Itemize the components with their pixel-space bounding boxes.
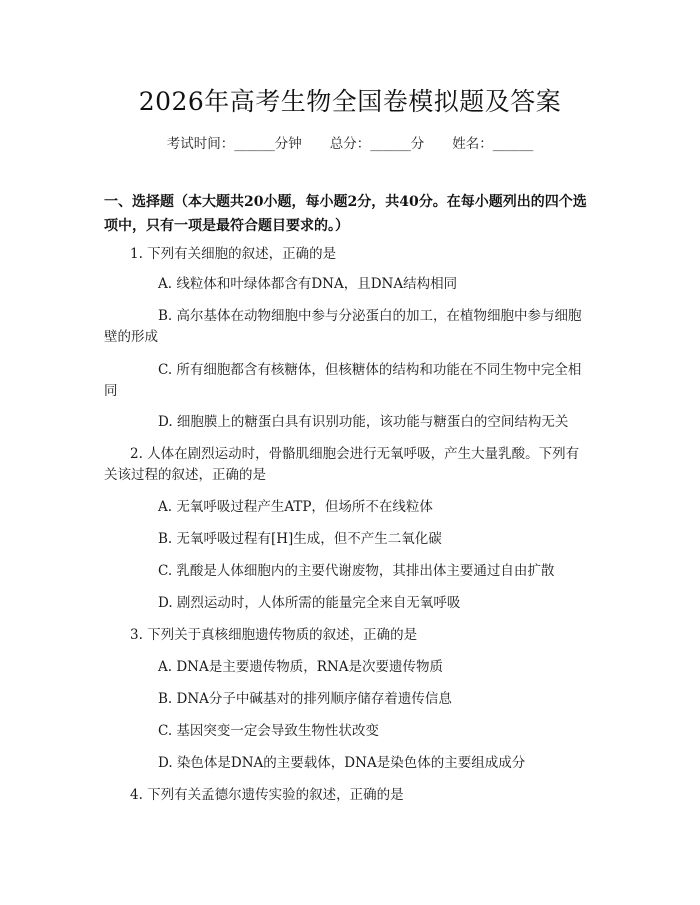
question-2-option-c: C. 乳酸是人体细胞内的主要代谢废物，其排出体主要通过自由扩散: [158, 563, 555, 579]
exam-meta-line: [0, 132, 700, 152]
question-2-option-a: A. 无氧呼吸过程产生ATP，但场所不在线粒体: [158, 499, 433, 515]
question-1-option-b: B. 高尔基体在动物细胞中参与分泌蛋白的加工，在植物细胞中参与细胞: [158, 308, 582, 324]
question-2-stem: 2. 人体在剧烈运动时，骨骼肌细胞会进行无氧呼吸，产生大量乳酸。下列有: [130, 446, 580, 462]
page-title: 2026年高考生物全国卷模拟题及答案: [138, 87, 562, 116]
question-1-option-a: A. 线粒体和叶绿体都含有DNA，且DNA结构相同: [158, 276, 458, 292]
question-1-option-c-cont: 同: [104, 383, 118, 399]
question-2-option-d: D. 剧烈运动时，人体所需的能量完全来自无氧呼吸: [158, 595, 461, 611]
question-3-option-b: B. DNA分子中碱基对的排列顺序储存着遗传信息: [158, 691, 452, 707]
section-heading: 一、选择题（本大题共20小题，每小题2分，共40分。在每小题列出的四个选项中，只有一项是最符合题目要求的。）: [104, 194, 587, 234]
question-1-option-d: D. 细胞膜上的糖蛋白具有识别功能，该功能与糖蛋白的空间结构无关: [158, 414, 569, 430]
question-1-stem: 1. 下列有关细胞的叙述，正确的是: [130, 246, 337, 262]
question-1-option-b-cont: 壁的形成: [104, 329, 158, 345]
question-3-stem: 3. 下列关于真核细胞遗传物质的叙述，正确的是: [130, 627, 418, 643]
student-name-field: 姓名：______: [452, 136, 534, 152]
question-2-option-b: B. 无氧呼吸过程有[H]生成，但不产生二氧化碳: [158, 531, 442, 547]
question-3-option-a: A. DNA是主要遗传物质，RNA是次要遗传物质: [158, 659, 443, 675]
question-4-stem: 4. 下列有关孟德尔遗传实验的叙述，正确的是: [130, 787, 404, 803]
exam-time-field: 考试时间：______分钟: [166, 136, 302, 152]
question-3-option-d: D. 染色体是DNA的主要载体，DNA是染色体的主要组成成分: [158, 755, 526, 771]
question-1-option-c: C. 所有细胞都含有核糖体，但核糖体的结构和功能在不同生物中完全相: [158, 362, 582, 378]
total-score-field: 总分：______分: [329, 136, 425, 152]
question-2-stem-cont: 关该过程的叙述，正确的是: [104, 467, 266, 483]
question-3-option-c: C. 基因突变一定会导致生物性状改变: [158, 723, 379, 739]
